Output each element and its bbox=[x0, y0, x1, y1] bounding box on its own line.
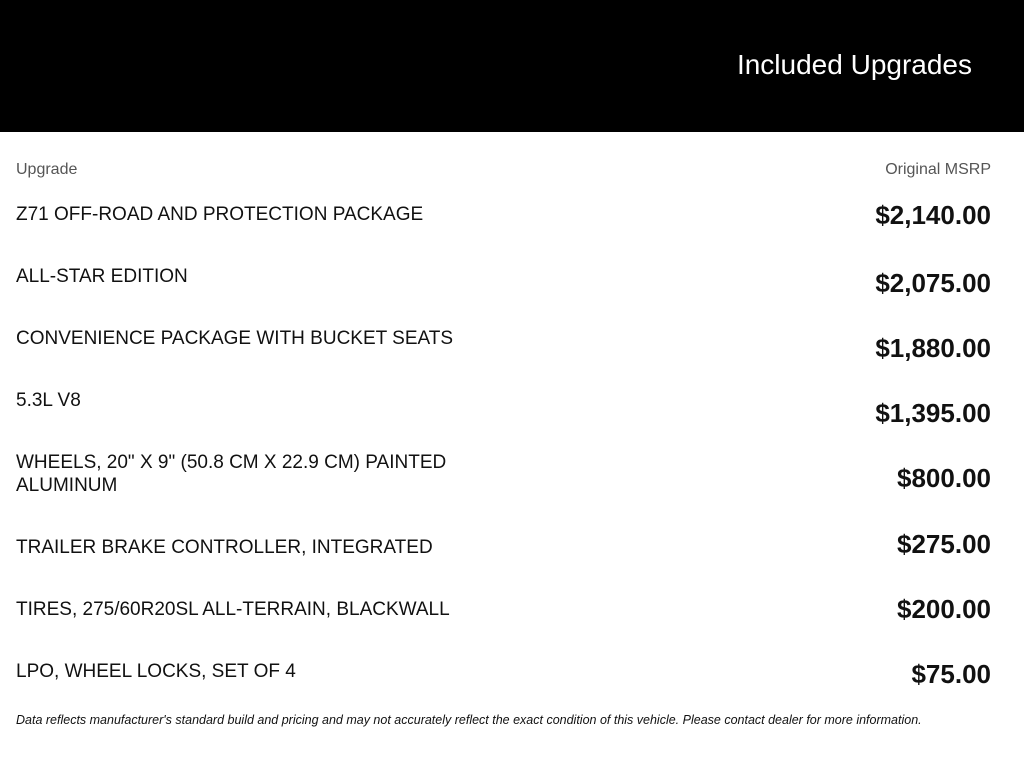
upgrade-price: $800.00 bbox=[897, 463, 991, 493]
upgrade-name: 5.3L V8 bbox=[16, 390, 81, 411]
column-header-msrp: Original MSRP bbox=[885, 161, 991, 178]
upgrade-name: LPO, WHEEL LOCKS, SET OF 4 bbox=[16, 661, 296, 682]
upgrade-price: $2,140.00 bbox=[875, 200, 991, 230]
upgrade-price: $200.00 bbox=[897, 594, 991, 624]
upgrades-list bbox=[0, 200, 1024, 713]
list-item bbox=[0, 529, 1024, 601]
upgrade-price: $2,075.00 bbox=[875, 268, 991, 298]
upgrade-name: CONVENIENCE PACKAGE WITH BUCKET SEATS bbox=[16, 328, 454, 349]
upgrade-name: WHEELS, 20" X 9" (50.8 CM X 22.9 CM) PAINTED ALUMINUM bbox=[16, 452, 447, 496]
list-item bbox=[0, 659, 1024, 713]
upgrade-name: TIRES, 275/60R20SL ALL-TERRAIN, BLACKWALL bbox=[16, 599, 450, 620]
header-banner bbox=[0, 0, 1024, 132]
list-item bbox=[0, 200, 1024, 268]
upgrade-price: $275.00 bbox=[897, 529, 991, 559]
upgrade-name: ALL-STAR EDITION bbox=[16, 266, 188, 287]
list-item bbox=[0, 330, 1024, 392]
list-item bbox=[0, 268, 1024, 330]
upgrade-name: Z71 OFF-ROAD AND PROTECTION PACKAGE bbox=[16, 204, 424, 225]
page-title: Included Upgrades bbox=[736, 49, 972, 80]
upgrade-name: TRAILER BRAKE CONTROLLER, INTEGRATED bbox=[16, 537, 433, 558]
disclaimer-text: Data reflects manufacturer's standard build and pricing and may not accurately reflect the exact condition of this vehicle. Please contact dealer for more information. bbox=[16, 713, 922, 727]
upgrade-price: $75.00 bbox=[911, 659, 991, 689]
list-item bbox=[0, 454, 1024, 539]
list-item bbox=[0, 392, 1024, 454]
upgrade-price: $1,880.00 bbox=[875, 333, 991, 363]
list-item bbox=[0, 594, 1024, 663]
upgrade-price: $1,395.00 bbox=[875, 398, 991, 428]
column-header-upgrade: Upgrade bbox=[16, 161, 78, 178]
